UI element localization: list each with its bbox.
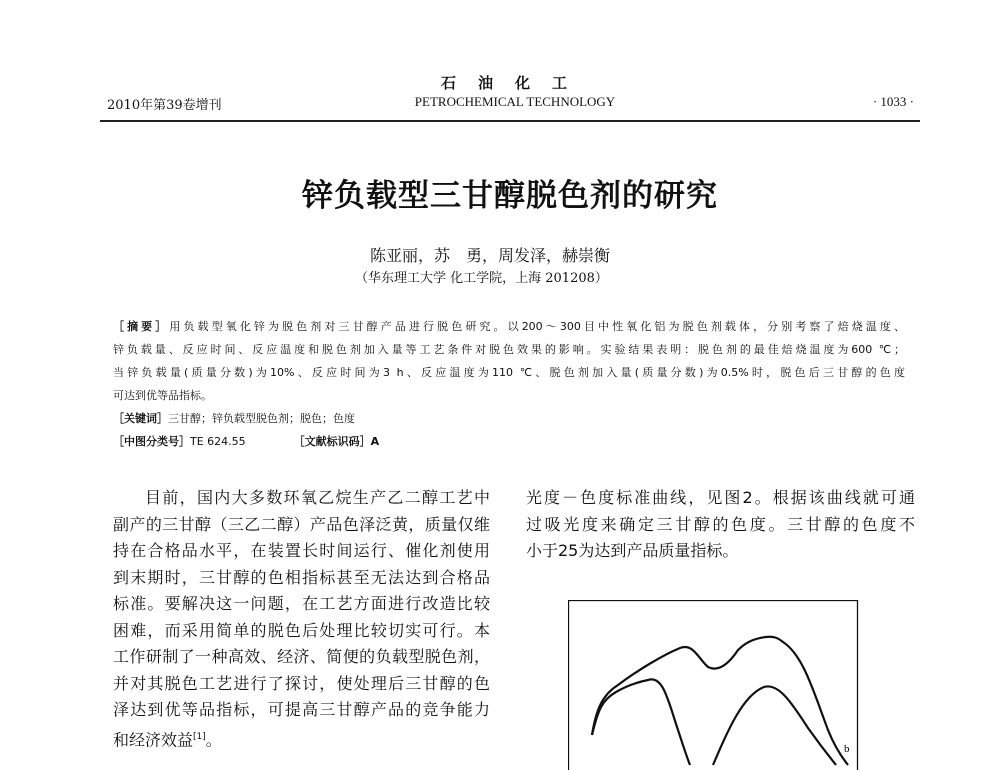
body-right-column <box>526 485 915 565</box>
keywords-label: ［关键词］ <box>113 412 168 425</box>
body-line: 持在合格品水平，在装置长时间运行、催化剂使用 <box>113 538 490 565</box>
body-line: 困难，而采用简单的脱色后处理比较切实可行。本 <box>113 618 490 645</box>
punct: 。 <box>206 730 222 749</box>
abstract-block <box>113 315 905 453</box>
doc-code-value: A <box>371 435 380 448</box>
doc-code-label: ［文献标识码］ <box>294 435 371 448</box>
body-line: 过吸光度来确定三甘醇的色度。三甘醇的色度不 <box>526 512 915 539</box>
body-line <box>113 724 490 751</box>
page-number: · 1033 · <box>873 94 914 110</box>
body-text: 和经济效益 <box>113 730 193 749</box>
absorbance-figure <box>568 600 868 770</box>
abstract-label: ［摘要］ <box>113 320 169 333</box>
keywords-line <box>113 407 905 430</box>
body-line: 副产的三甘醇（三乙二醇）产品色泽泛黄，质量仅维 <box>113 512 490 539</box>
body-line: 目前，国内大多数环氧乙烷生产乙二醇工艺中 <box>113 485 490 512</box>
classification-line <box>113 430 905 453</box>
keywords: 三甘醇；锌负载型脱色剂；脱色；色度 <box>168 412 355 425</box>
body-line: 泽达到优等品指标，可提高三甘醇产品的竞争能力 <box>113 697 490 724</box>
body-line: 小于25为达到产品质量指标。 <box>526 538 915 565</box>
clc-value: TE 624.55 <box>190 435 246 448</box>
curve-label-b: b <box>844 743 850 755</box>
clc-label: ［中图分类号］ <box>113 435 190 448</box>
body-line: 光度－色度标准曲线，见图2。根据该曲线就可通 <box>526 485 915 512</box>
body-line: 标准。要解决这一问题，在工艺方面进行改造比较 <box>113 591 490 618</box>
authors: 陈亚丽，苏 勇，周发泽，赫崇衡 <box>370 243 610 266</box>
body-left-column <box>113 485 490 750</box>
body-line: 并对其脱色工艺进行了探讨，使处理后三甘醇的色 <box>113 671 490 698</box>
abstract-text: 用负载型氧化锌为脱色剂对三甘醇产品进行脱色研究。以200～300目中性氧化铝为脱色剂载体，分别考察了焙烧温度、 <box>169 320 905 333</box>
abstract-line: 可达到优等品指标。 <box>113 384 905 407</box>
journal-name-en: PETROCHEMICAL TECHNOLOGY <box>0 94 1000 110</box>
body-line: 到末期时，三甘醇的色相指标甚至无法达到合格品 <box>113 565 490 592</box>
curve-lower <box>592 679 690 765</box>
figure-frame <box>569 601 858 770</box>
issue-info: 2010年第39卷增刊 <box>107 94 222 113</box>
citation[interactable]: [1] <box>193 732 206 742</box>
abstract-line <box>113 315 905 338</box>
abstract-line: 锌负载量、反应时间、反应温度和脱色剂加入量等工艺条件对脱色效果的影响。实验结果表明：脱色剂的最佳焙烧温度为600 ℃； <box>113 338 905 361</box>
curve-lower-second-peak <box>713 686 836 765</box>
abstract-line: 当锌负载量(质量分数)为10%、反应时间为3 h、反应温度为110 ℃、脱色剂加入量(质量分数)为0.5%时，脱色后三甘醇的色度 <box>113 361 905 384</box>
article-title: 锌负载型三甘醇脱色剂的研究 <box>0 170 1000 215</box>
body-line: 工作研制了一种高效、经济、简便的负载型脱色剂， <box>113 644 490 671</box>
curve-upper <box>592 637 848 765</box>
affiliation: （华东理工大学 化工学院，上海 201208） <box>355 267 608 286</box>
header-rule <box>100 120 920 122</box>
journal-name-cn: 石油化工 <box>0 72 1000 93</box>
